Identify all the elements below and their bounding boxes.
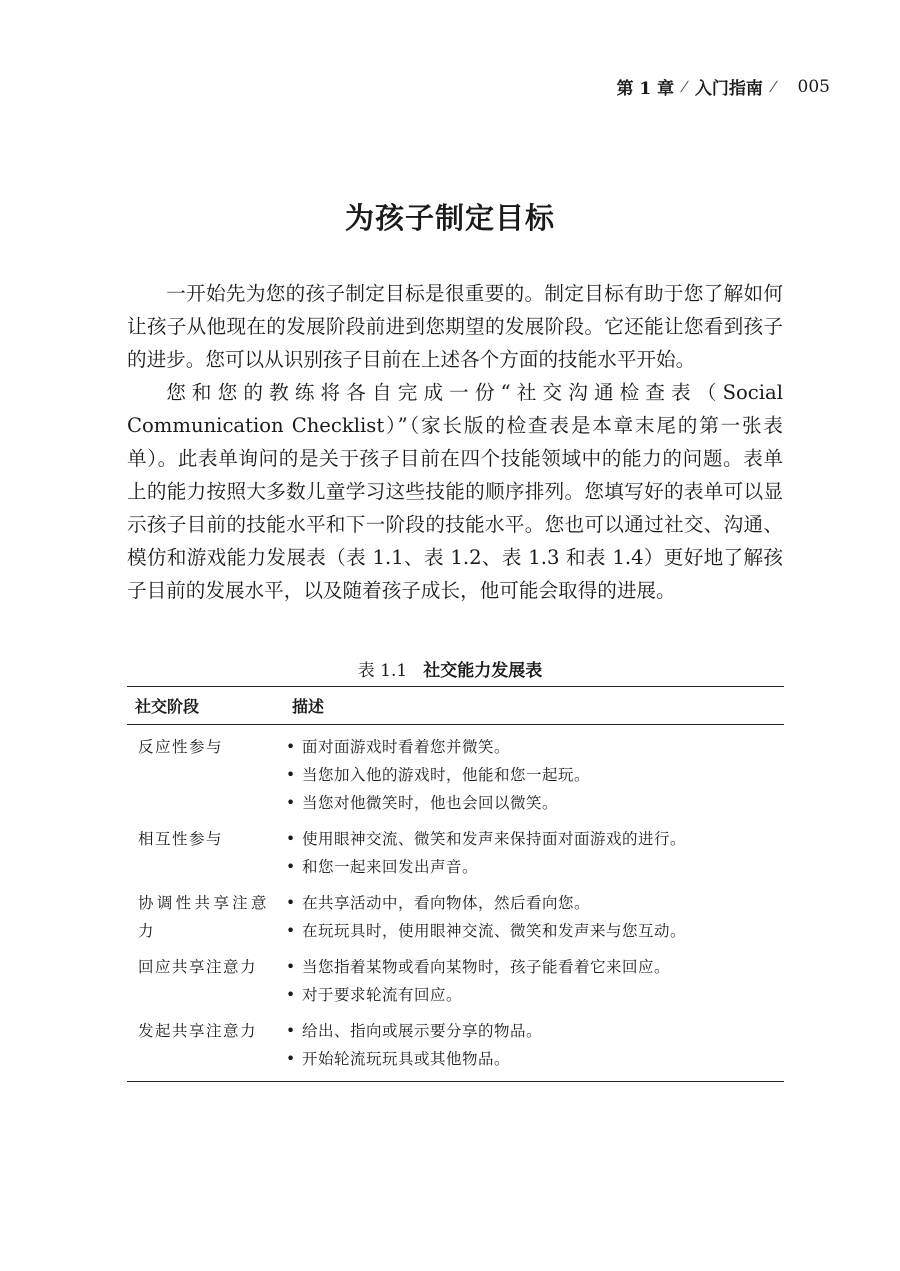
chapter-label: 第 1 章 — [616, 79, 675, 99]
header-separator: / — [767, 78, 779, 95]
stage-label: 协调性共享注意力 — [138, 894, 268, 940]
stage-cell — [127, 817, 284, 881]
list-item: • 和您一起来回发出声音。 — [284, 853, 784, 881]
table-row — [127, 725, 784, 818]
body-text — [127, 277, 783, 607]
running-head — [616, 74, 830, 99]
page-number: 005 — [797, 76, 830, 97]
table-number: 表 1.1 — [357, 661, 408, 681]
list-item: • 在玩玩具时，使用眼神交流、微笑和发声来与您互动。 — [284, 917, 784, 945]
description-list — [284, 889, 784, 945]
list-item: • 当您加入他的游戏时，他能和您一起玩。 — [284, 761, 784, 789]
list-item: • 当您对他微笑时，他也会回以微笑。 — [284, 789, 784, 817]
column-header-description: 描述 — [284, 687, 784, 725]
list-item: • 对于要求轮流有回应。 — [284, 981, 784, 1009]
header-separator: / — [679, 78, 690, 95]
table-row — [127, 817, 784, 881]
list-item: • 使用眼神交流、微笑和发声来保持面对面游戏的进行。 — [284, 825, 784, 853]
stage-label: 发起共享注意力 — [138, 1022, 258, 1040]
table-row — [127, 881, 784, 945]
section-title: 为孩子制定目标 — [344, 201, 555, 235]
social-skills-table — [127, 686, 784, 1082]
stage-cell — [127, 945, 284, 1009]
list-item: • 开始轮流玩玩具或其他物品。 — [284, 1045, 784, 1073]
stage-label: 回应共享注意力 — [138, 958, 258, 976]
description-list — [284, 953, 784, 1009]
column-header-stage: 社交阶段 — [127, 687, 284, 725]
description-cell — [284, 881, 784, 945]
table-caption — [0, 656, 900, 681]
paragraph: 一开始先为您的孩子制定目标是很重要的。制定目标有助于您了解如何让孩子从他现在的发展阶段前进到您期望的发展阶段。它还能让您看到孩子的进步。您可以从识别孩子目前在上述各个方面的技能水平开始。 — [127, 282, 783, 371]
stage-label: 相互性参与 — [138, 830, 224, 848]
table-title: 社交能力发展表 — [423, 661, 543, 681]
description-list — [284, 825, 784, 881]
description-list — [284, 733, 784, 817]
stage-cell — [127, 881, 284, 945]
list-item: • 给出、指向或展示要分享的物品。 — [284, 1017, 784, 1045]
table-header-row — [127, 687, 784, 725]
table-row — [127, 1009, 784, 1082]
description-cell — [284, 945, 784, 1009]
list-item: • 在共享活动中，看向物体，然后看向您。 — [284, 889, 784, 917]
stage-cell — [127, 725, 284, 818]
list-item: • 面对面游戏时看着您并微笑。 — [284, 733, 784, 761]
description-cell — [284, 817, 784, 881]
table-row — [127, 945, 784, 1009]
description-list — [284, 1017, 784, 1073]
description-cell — [284, 1009, 784, 1082]
description-cell — [284, 725, 784, 818]
stage-cell — [127, 1009, 284, 1082]
section-label: 入门指南 — [694, 79, 763, 99]
list-item: • 当您指着某物或看向某物时，孩子能看着它来回应。 — [284, 953, 784, 981]
stage-label: 反应性参与 — [138, 738, 224, 756]
paragraph: 您和您的教练将各自完成一份“社交沟通检查表（Social Communication Checklist）”（家长版的检查表是本章末尾的第一张表单）。此表单询问的是关于孩子目前在四个技能领域中的能力的问题。表单上的能力按照大多数儿童学习这些技能的顺序排列。您填写好的表单可以显示孩子目前的技能水平和下一阶段的技能水平。您也可以通过社交、沟通、模仿和游戏能力发展表（表 1.1、表 1.2、表 1.3 和表 1.4）更好地了解孩子目前的发展水平，以及随着孩子成长，他可能会取得的进展。 — [127, 381, 783, 602]
